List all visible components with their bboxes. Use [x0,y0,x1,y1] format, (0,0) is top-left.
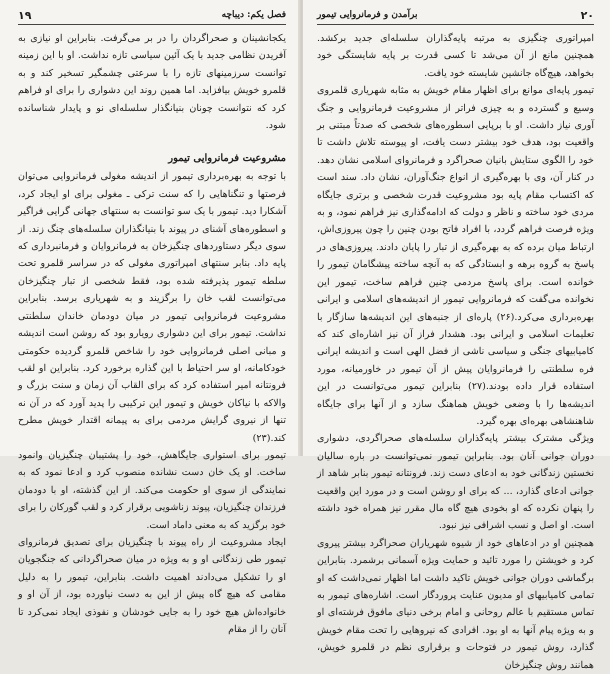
left-page-number: ۱۹ [18,8,32,22]
left-running-head: فصل یکم: دیباچه [221,10,286,20]
right-paragraph-2: تیمور پایه‌ای موانع برای اظهار مقام خویش به مثابه شهریاری قلمروی وسیع و گسترده و به چیزی فراتر از مشروعیت فرمانروایی و جنگ آوری نیاز داشت. او با برپایی اسطوره‌های شخصی که صدتاً مبتنی بر واقعیت بود، هدف خود بیشتر دست یافت، او پیوسته تلاش داشت تا خود را الگوی ستایش بانیان صحراگرد و فرمانروای اسلامی نشان دهد. در کنار آن، وی با بهره‌گیری از انواع جنگ‌آوران، نشان داد. سند است که اکتساب مقام پایه بود مشروعیت قدرت شخصی و برتری جایگاه مردی خود ساخته و ناظر و دولت که ادامه‌گذاری نیز فراهم نمود، و به ویژه فرصت فراهم گردد، با افراد فاتح بودن چنین را چون پیروزی‌اش، ارتباط میان برده که به بهره‌گیری از تبار را پایان دادند. پیروزی‌های در پاسخ به گروه برهه و ابستادگی که به آنچه ساخته پیشگامان تیمور را خوانده است. برای پاسخ مردمی چنین فراهم ساخت، تیمور این نخوانده می‌گفت که فرمانروایی تیمور از اندیشه‌های اسلامی و ایرانی بهره‌برداری می‌کرد.(۲۶) پاره‌ای از جنبه‌های این اندیشه‌ها سازگار با تعلیمات اسلامی و ایرانی بود. هشدار فراز آن نیز اشاره‌ای کند که کامیابیهای جنگی و سیاسی ناشی از فضل الهی است و اندیشه ایرانی فره سلطنتی را فرمانروایان پیش از آن تیمور در خاورمیانه، مورد استفاده قرار داده بودند.(۲۷) بنابراین تیمور می‌توانست در این اندیشه‌ها را با وضعی خویش هماهنگ سازد و از آنها برای جایگاه شاهنشاهی بهره‌ای بهره گیرد. [317,85,594,427]
right-paragraph-1: امپراتوری چنگیزی به مرتبه پایه‌گذاران سلسله‌ای جدید برکشد. همچنین مانع از آن می‌شد تا کسی قدرت بر پایه شایستگی خود بخواهد، هیچ‌گاه جانشین شایسته خود یافت. [317,33,594,79]
section-heading: مشروعیت فرمانروایی تیمور [168,153,286,165]
left-section-paragraph-2: تیمور برای استواری جایگاهش، خود را پشتیبان چنگیزیان وانمود ساخت. او یک خان دست نشانده منصوب کرد و ادعا نمود که به نمایندگی از سوی او حکومت می‌کند. از این گذشته، او با دودمان فرزندان چنگیزیان، پیوند زناشویی برقرار کرد و لقب گورکان را برای خود برگزید که به معنی داماد است. [18,449,286,531]
left-section-paragraph-3: ایجاد مشروعیت از راه پیوند با چنگیزیان برای تصدیق فرمانروای تیمور طی زندگانی او و به ویژه در میان صحراگردانی که جنگجویان او را تشکیل می‌دادند اهمیت داشت. بنابراین، تیمور را به دلیل مقامی که هیچ گاه پیش از این به دست نیاورده بود، از آن او و خانواده‌اش هیچ خود را به جایی خودشان و نفوذی ایجاد نمی‌کرد تا آنان را از مقام [18,536,286,635]
left-page [0,0,300,635]
left-intro-paragraph: یکجانشینان و صحراگردان را در بر می‌گرفت. بنابراین او نیازی به آفریدن نظامی جدید با یک آئین سیاسی تازه نداشت. او با این زمینه توانست سرزمینهای تازه را با سرعتی چشمگیر تسخیر کند و به قلمرو خویش بیافزاید. اما همین روند این دشواری را برای او فراهم کرد که نتوانست چونان بنیانگذار سلسله‌ای نو و پایدار شناسانده شود. [18,33,286,132]
right-page-body [317,30,595,671]
right-page-header [317,8,594,22]
left-section-paragraph-1: با توجه به بهره‌برداری تیمور از اندیشه مغولی فرمانروایی می‌توان فرصتها و تنگناهایی را که سنت ترکی ـ مغولی برای او ایجاد کرد، آشکارا دید. تیمور با یک سو توانست به سنتهای جهانی گرایی فراگیر و اسطوره‌های آشنای در پیوند با بنیانگذاران سلسله‌های چنگ زند. از سوی دیگر دستاوردهای چنگیزخان به فرمانروایان و فرمانبرداری که پایه داد. بنابر سنتهای امپراتوری مغولی که در سراسر قلمرو تحت سلطه تیمور پذیرفته شده بود، فقط شخصی از تبار چنگیزخان می‌توانست لقب خان را برگزیند و به شهریاری برسد. بنابراین مشروعیت فرمانروایی تیمور در میان دودمان خاندان سلطنتی نداشت. تیمور برای این دشواری رویارو بود که روشن است اندیشه و مبانی اصلی فرمانروایی خود را شاخص قلمرو گردیده حکومتی خودکامانه، او سر احتیاط با این گذاره برخورد کرد. بنابراین او لقب فرونتانه امیر استفاده کرد که برای القاب آن زمان و سنت بزرگ و والاکه با نیاکان خویش و تیمور این ترکیبی را پدید آورد که در آن نه تنها از نیروی گرایش مردمی برای به پیمانه اقتدار خویش مطرح کند.(۲۳) [18,171,286,444]
right-running-head: برآمدن و فرمانروایی تیمور [317,10,418,20]
left-header-rule [18,24,286,25]
right-paragraph-4: همچنین او در ادعاهای خود از شیوه شهریاران صحراگرد بیشتر پیروی کرد و خویشتن را مورد تائید و حمایت ویژه آسمانی برشمرد. بنابراین برگماشی دوران جوانی خویش تاکید داشت اما اظهار نمی‌داشت که او تمامی کامیابیهای او مدیون عنایت پروردگار است. اشاره‌های تیمور به تماس مستقیم با عالم روحانی و امام برخی دنیای مافوق فرشته‌ای او و به ویژه پیام آنها به او بود. افرادی که نیروهایی را تحت مقام خویش گذارد، روش تیمور در فتوحات و برقراری نظم در قلمرو خویش، همانند روش چنگیزخان [317,537,595,671]
right-header-rule [317,24,594,25]
right-paragraph-3: ویژگی مشترک بیشتر پایه‌گذاران سلسله‌های صحراگردی، دشواری دوران جوانی آنان بود. بنابراین تیمور نمی‌توانست در باره سالیان نخستین زندگانی خود به ادعای دست زند. فرونتانه تیمور بنابر شاهد از جوانی ادعای گذارد، ... که برای او روشن است و در مورد این واقعیت را پنهان نکرده که او بخودی هیچ گاه مال مقرر نیز همراه خود داشته است. او اصل و نسب اشرافی نیز نبود. [317,433,594,532]
right-page [303,0,610,671]
left-page-header [18,8,286,22]
right-page-number: ۲۰ [580,8,594,22]
left-page-body [18,30,286,635]
